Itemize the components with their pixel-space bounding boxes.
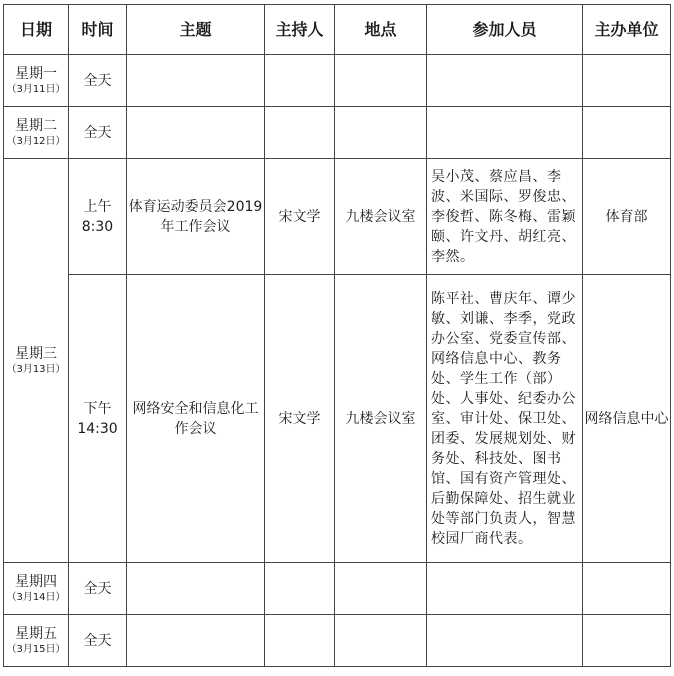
header-topic: 主题 — [127, 5, 265, 55]
organizer-cell: 体育部 — [583, 159, 671, 275]
date-cell — [4, 107, 69, 159]
table-row — [4, 275, 671, 563]
host-cell — [265, 107, 335, 159]
date-cell — [4, 615, 69, 667]
host-cell: 宋文学 — [265, 159, 335, 275]
time-cell: 全天 — [69, 563, 127, 615]
topic-cell — [127, 55, 265, 107]
header-row — [4, 5, 671, 55]
participants-cell — [427, 107, 583, 159]
time-cell: 上午 8:30 — [69, 159, 127, 275]
date-cell — [4, 159, 69, 563]
table-row — [4, 159, 671, 275]
date-label: （3月11日） — [6, 84, 66, 95]
host-cell — [265, 615, 335, 667]
day-label: 星期五 — [15, 626, 57, 642]
date-label: （3月12日） — [6, 136, 66, 147]
location-cell — [335, 55, 427, 107]
day-label: 星期四 — [15, 574, 57, 590]
time-cell: 全天 — [69, 615, 127, 667]
day-label: 星期二 — [15, 118, 57, 134]
time-cell: 下午 14:30 — [69, 275, 127, 563]
time-cell: 全天 — [69, 55, 127, 107]
participants-cell: 吴小茂、蔡应昌、李波、米国际、罗俊忠、李俊哲、陈冬梅、雷颖颐、许文丹、胡红亮、李然。 — [427, 159, 583, 275]
organizer-cell — [583, 107, 671, 159]
topic-cell: 体育运动委员会2019年工作会议 — [127, 159, 265, 275]
table-row — [4, 55, 671, 107]
table-row — [4, 563, 671, 615]
participants-cell — [427, 563, 583, 615]
location-cell: 九楼会议室 — [335, 275, 427, 563]
header-host: 主持人 — [265, 5, 335, 55]
header-participants: 参加人员 — [427, 5, 583, 55]
table-row — [4, 107, 671, 159]
time-cell: 全天 — [69, 107, 127, 159]
day-label: 星期三 — [15, 346, 57, 362]
topic-cell: 网络安全和信息化工作会议 — [127, 275, 265, 563]
day-label: 星期一 — [15, 66, 57, 82]
organizer-cell — [583, 563, 671, 615]
date-cell — [4, 55, 69, 107]
organizer-cell — [583, 615, 671, 667]
table-row — [4, 615, 671, 667]
date-cell — [4, 563, 69, 615]
participants-cell: 陈平社、曹庆年、谭少敏、刘谦、李季，党政办公室、党委宣传部、网络信息中心、教务处、学生工作（部）处、人事处、纪委办公室、审计处、保卫处、团委、发展规划处、财务处、科技处、图书馆、国有资产管理处、后勤保障处、招生就业处等部门负责人，智慧校园厂商代表。 — [427, 275, 583, 563]
header-date: 日期 — [4, 5, 69, 55]
host-cell — [265, 563, 335, 615]
participants-cell — [427, 615, 583, 667]
host-cell — [265, 55, 335, 107]
topic-cell — [127, 107, 265, 159]
topic-cell — [127, 563, 265, 615]
location-cell — [335, 563, 427, 615]
location-cell — [335, 615, 427, 667]
schedule-table — [3, 4, 671, 667]
date-label: （3月13日） — [6, 364, 66, 375]
header-organizer: 主办单位 — [583, 5, 671, 55]
participants-cell — [427, 55, 583, 107]
location-cell: 九楼会议室 — [335, 159, 427, 275]
host-cell: 宋文学 — [265, 275, 335, 563]
header-location: 地点 — [335, 5, 427, 55]
date-label: （3月15日） — [6, 644, 66, 655]
header-time: 时间 — [69, 5, 127, 55]
organizer-cell — [583, 55, 671, 107]
topic-cell — [127, 615, 265, 667]
organizer-cell: 网络信息中心 — [583, 275, 671, 563]
date-label: （3月14日） — [6, 592, 66, 603]
location-cell — [335, 107, 427, 159]
